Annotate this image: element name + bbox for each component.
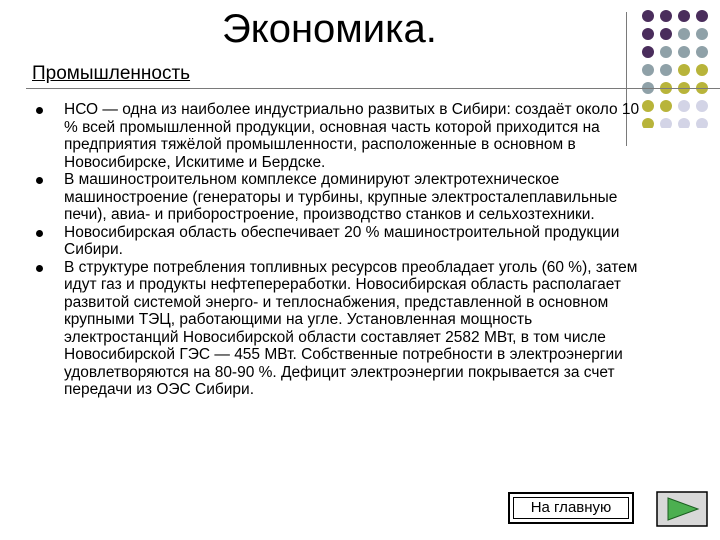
next-slide-button[interactable] xyxy=(656,491,708,527)
decorative-dot xyxy=(660,28,672,40)
slide-title: Экономика. xyxy=(222,7,437,51)
home-button-label: На главную xyxy=(530,499,612,516)
bullet-item xyxy=(36,224,642,259)
bullet-item xyxy=(36,171,642,224)
decorative-dot xyxy=(642,46,654,58)
bullet-item xyxy=(36,259,642,399)
decorative-dot xyxy=(642,64,654,76)
decorative-dot-grid xyxy=(640,8,720,128)
decorative-dot xyxy=(678,28,690,40)
decorative-dot xyxy=(678,100,690,112)
bullet-text: Новосибирская область обеспечивает 20 % машиностроительной продукции Сибири. xyxy=(64,223,620,258)
decorative-dot xyxy=(642,28,654,40)
decorative-dot xyxy=(696,46,708,58)
decorative-dot xyxy=(660,100,672,112)
decorative-dot xyxy=(696,64,708,76)
decorative-dot xyxy=(660,46,672,58)
decorative-dot xyxy=(696,28,708,40)
bullet-dot-icon xyxy=(36,265,43,272)
home-button[interactable] xyxy=(508,492,634,524)
decorative-dot xyxy=(642,118,654,128)
bullet-text: В структуре потребления топливных ресурсов преобладает уголь (60 %), затем идут газ и продукты нефтепереработки. Новосибирская область располагает развитой системой энерго- и теплоснабжения, представленной в основном крупными ТЭЦ, работающими на угле. Установленная мощность электростанций Новосибирской области составляет 2582 МВт, в том числе Новосибирской ГЭС — 455 МВт. Собственные потребности в электроэнергии удовлетворяются на 80-90 %. Дефицит электроэнергии покрывается за счет передачи из ОЭС Сибири. xyxy=(64,258,638,398)
decorative-dot xyxy=(660,10,672,22)
bullet-item xyxy=(36,101,642,171)
decorative-dot xyxy=(678,46,690,58)
bullet-dot-icon xyxy=(36,230,43,237)
decorative-dot xyxy=(696,118,708,128)
decorative-dot xyxy=(678,118,690,128)
bullet-list xyxy=(36,101,642,399)
section-subtitle: Промышленность xyxy=(32,63,191,84)
decorative-dot xyxy=(660,118,672,128)
bullet-dot-icon xyxy=(36,177,43,184)
bullet-dot-icon xyxy=(36,107,43,114)
decorative-dot xyxy=(660,64,672,76)
decorative-dot xyxy=(678,64,690,76)
bullet-text: В машиностроительном комплексе доминируют электротехническое машиностроение (генераторы и турбины, крупные электросталеплавильные печи), авиа- и приборостроение, производство станков и сельхозтехники. xyxy=(64,171,618,223)
bullet-text: НСО — одна из наиболее индустриально развитых в Сибири: создаёт около 10 % всей промышленной продукции, основная часть которой приходится на предприятия тяжёлой промышленности, расположенные в основном в Новосибирске, Искитиме и Бердске. xyxy=(64,101,640,171)
decorative-dot xyxy=(642,10,654,22)
decorative-dot xyxy=(696,100,708,112)
decorative-dot xyxy=(678,10,690,22)
horizontal-divider xyxy=(26,88,720,89)
home-button-frame xyxy=(513,497,629,519)
decorative-dot xyxy=(696,10,708,22)
decorative-dot xyxy=(642,100,654,112)
